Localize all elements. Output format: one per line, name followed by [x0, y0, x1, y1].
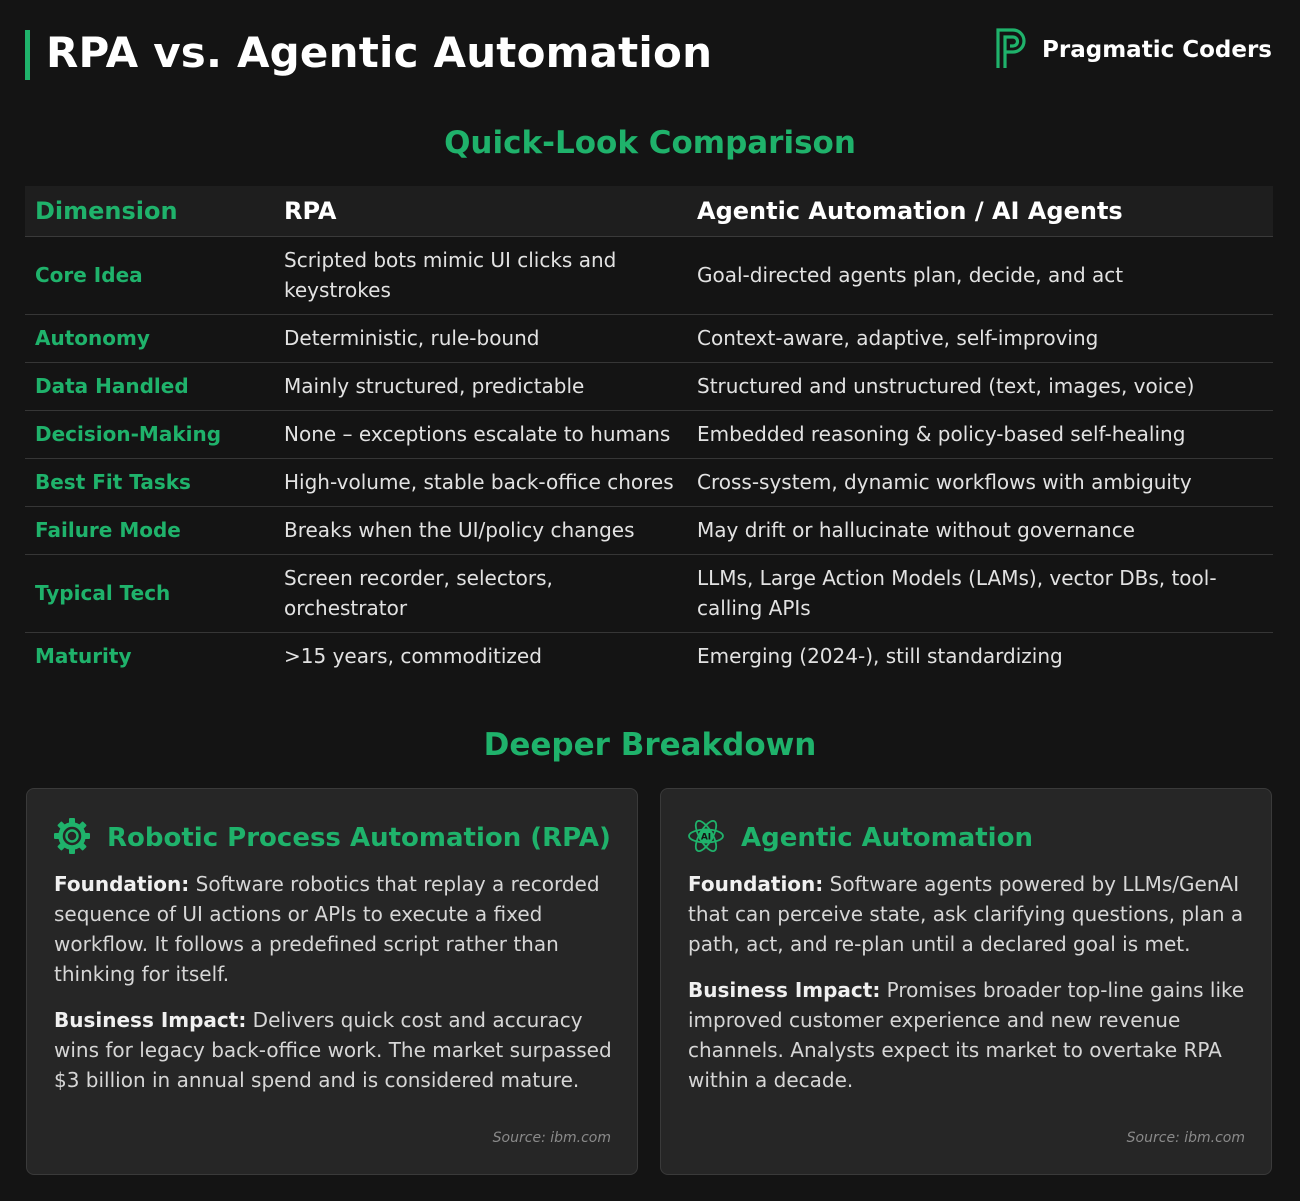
column-header-agentic: Agentic Automation / AI Agents	[687, 186, 1273, 236]
row-agentic-value: Goal-directed agents plan, decide, and act	[687, 236, 1273, 314]
row-dimension: Core Idea	[25, 236, 274, 314]
rpa-card-body	[54, 869, 614, 1111]
foundation-label: Foundation:	[688, 872, 824, 896]
rpa-card-title: Robotic Process Automation (RPA)	[107, 823, 611, 853]
table-row	[25, 506, 1273, 554]
table-header-row	[25, 186, 1273, 236]
row-rpa-value: Screen recorder, selectors, orchestrator	[274, 554, 687, 632]
page-title: RPA vs. Agentic Automation	[46, 28, 713, 77]
row-rpa-value: High-volume, stable back-office chores	[274, 458, 687, 506]
row-agentic-value: Context-aware, adaptive, self-improving	[687, 314, 1273, 362]
title-accent-bar	[25, 30, 30, 80]
rpa-business-impact	[54, 1005, 614, 1095]
table-row	[25, 554, 1273, 632]
column-header-dimension: Dimension	[25, 186, 274, 236]
pragmatic-coders-logo-icon	[994, 26, 1032, 74]
row-agentic-value: Embedded reasoning & policy-based self-healing	[687, 410, 1273, 458]
row-dimension: Decision-Making	[25, 410, 274, 458]
svg-text:AI: AI	[700, 832, 712, 843]
row-rpa-value: >15 years, commoditized	[284, 644, 542, 669]
agentic-foundation	[688, 869, 1248, 959]
row-dimension: Best Fit Tasks	[25, 458, 274, 506]
table-row	[25, 632, 1273, 680]
row-rpa-value: Deterministic, rule-bound	[274, 314, 687, 362]
impact-label: Business Impact:	[688, 978, 881, 1002]
foundation-text: Software robotics that replay a recorded sequence of UI actions or APIs to execute a fixed workflow. It follows a predefined script rather than thinking for itself.	[54, 872, 600, 986]
row-dimension: Autonomy	[25, 314, 274, 362]
brand[interactable]	[994, 28, 1272, 72]
ai-atom-icon	[687, 817, 725, 859]
impact-text: Promises broader top-line gains like improved customer experience and new revenue channels. Analysts expect its market to overtake RPA within a decade.	[688, 978, 1245, 1092]
breakdown-section-title: Deeper Breakdown	[483, 727, 817, 763]
table-row	[25, 362, 1273, 410]
table-row	[25, 236, 1273, 314]
row-agentic-value: Structured and unstructured (text, images, voice)	[687, 362, 1273, 410]
row-agentic-value: LLMs, Large Action Models (LAMs), vector DBs, tool-calling APIs	[687, 554, 1273, 632]
column-header-rpa: RPA	[274, 186, 687, 236]
foundation-text: Software agents powered by LLMs/GenAI that can perceive state, ask clarifying questions, plan a path, act, and re-plan until a declared goal is met.	[688, 872, 1244, 956]
foundation-label: Foundation:	[54, 872, 190, 896]
rpa-card	[26, 788, 638, 1175]
row-dimension: Typical Tech	[25, 554, 274, 632]
agentic-card	[660, 788, 1272, 1175]
impact-label: Business Impact:	[54, 1008, 247, 1032]
table-row	[25, 458, 1273, 506]
impact-text: Delivers quick cost and accuracy wins for legacy back-office work. The market surpassed $3 billion in annual spend and is considered mature.	[54, 1008, 612, 1092]
agentic-card-title: Agentic Automation	[741, 823, 1033, 853]
table-row	[25, 410, 1273, 458]
row-agentic-value: Emerging (2024-), still standardizing	[697, 644, 1063, 669]
rpa-foundation	[54, 869, 614, 989]
row-rpa-value: Mainly structured, predictable	[274, 362, 687, 410]
row-rpa-value: None – exceptions escalate to humans	[274, 410, 687, 458]
row-rpa-value: Scripted bots mimic UI clicks and keystrokes	[274, 236, 687, 314]
table-row	[25, 314, 1273, 362]
row-dimension: Data Handled	[25, 362, 274, 410]
brand-name: Pragmatic Coders	[1042, 37, 1272, 63]
row-rpa-value: Breaks when the UI/policy changes	[274, 506, 687, 554]
agentic-business-impact	[688, 975, 1248, 1095]
comparison-table	[25, 186, 1273, 680]
comparison-section-title: Quick-Look Comparison	[444, 125, 856, 161]
row-agentic-value: Cross-system, dynamic workflows with ambiguity	[687, 458, 1273, 506]
rpa-source: Source: ibm.com	[492, 1130, 611, 1146]
row-dimension: Failure Mode	[25, 506, 274, 554]
row-agentic-value: May drift or hallucinate without governance	[687, 506, 1273, 554]
agentic-card-body	[688, 869, 1248, 1111]
gear-icon	[53, 817, 91, 859]
row-dimension: Maturity	[35, 644, 132, 669]
agentic-source: Source: ibm.com	[1126, 1130, 1245, 1146]
